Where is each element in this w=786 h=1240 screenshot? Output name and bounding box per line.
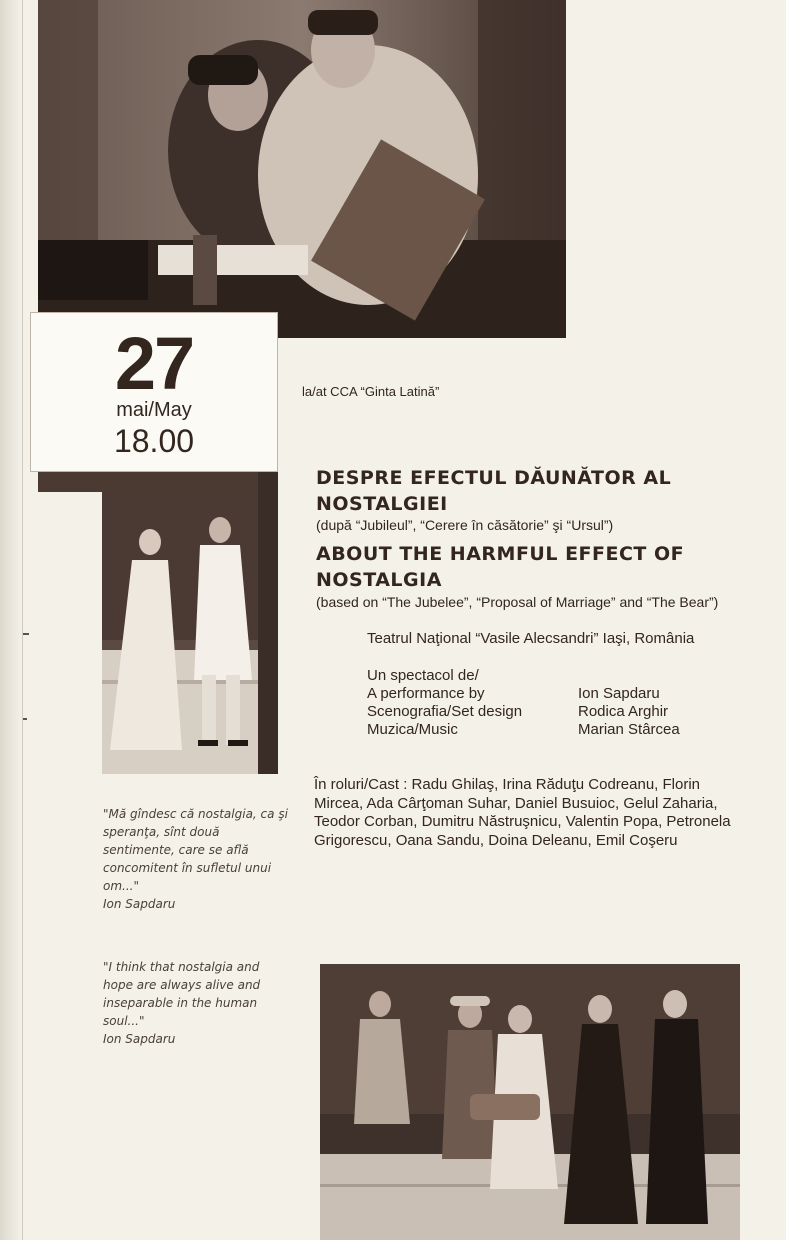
margin-mark <box>23 718 27 720</box>
subtitle-english: (based on “The Jubelee”, “Proposal of Marriage” and “The Bear”) <box>316 594 719 610</box>
top-stage-photo <box>38 0 566 338</box>
credit-names <box>578 685 680 739</box>
performance-label-en: A performance by <box>367 685 485 702</box>
bottom-stage-photo <box>320 964 740 1240</box>
quote-english-text: "I think that nostalgia and hope are always alive and inseparable in the human soul..." <box>103 960 261 1028</box>
margin-mark <box>23 633 29 635</box>
composer-name: Marian Stârcea <box>578 721 680 738</box>
spine-edge <box>22 0 23 1240</box>
middle-stage-photo <box>102 490 276 774</box>
title-english: ABOUT THE HARMFUL EFFECT OF NOSTALGIA <box>316 543 685 591</box>
music-label: Muzica/Music <box>367 721 458 738</box>
event-venue: la/at CCA “Ginta Latină” <box>302 384 440 399</box>
director-name: Ion Sapdaru <box>578 685 660 702</box>
quote-romanian-author: Ion Sapdaru <box>103 897 176 911</box>
set-designer-name: Rodica Arghir <box>578 703 669 720</box>
credit-labels <box>367 667 522 739</box>
date-box <box>30 312 278 472</box>
event-month: mai/May <box>116 399 192 421</box>
quote-english-author: Ion Sapdaru <box>103 1032 176 1046</box>
title-romanian: DESPRE EFECTUL DĂUNĂTOR AL NOSTALGIEI <box>316 467 672 515</box>
cast-list: În roluri/Cast : Radu Ghilaş, Irina Răduţu Codreanu, Florin Mircea, Ada Cârţoman Suhar, Daniel Busuioc, Gelul Zaharia, Teodor Corban, Dumitru Năstruşnicu, Valentin Popa, Petronela Grigorescu, Oana Sandu, Doina Deleanu, Emil Coşeru <box>314 776 731 849</box>
event-day: 27 <box>114 322 194 405</box>
photo-strip <box>38 472 276 492</box>
theatre-name: Teatrul Naţional “Vasile Alecsandri” Iaşi, România <box>367 630 695 647</box>
photo-strip-right <box>258 472 278 774</box>
event-time: 18.00 <box>113 423 195 459</box>
subtitle-romanian: (după “Jubileul”, “Cerere în căsătorie” şi “Ursul”) <box>316 517 614 533</box>
page-spine <box>0 0 22 1240</box>
quote-romanian-text: "Mă gîndesc că nostalgia, ca şi speranţa, sînt două sentimente, care se află concomitent în sufletul unui om..." <box>103 807 288 893</box>
set-design-label: Scenografia/Set design <box>367 703 523 720</box>
quote-english <box>103 958 273 1048</box>
quote-romanian <box>103 805 293 913</box>
performance-label: Un spectacol de/ <box>367 667 479 684</box>
